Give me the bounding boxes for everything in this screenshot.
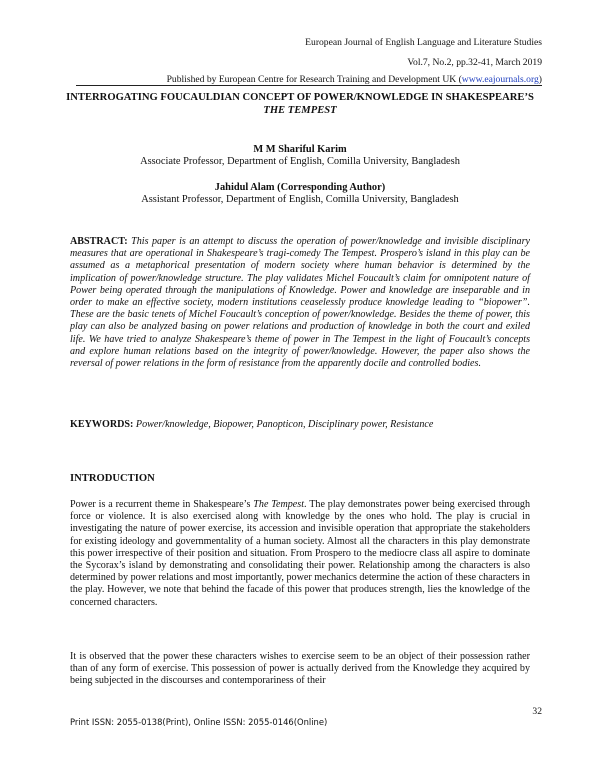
publisher-suffix: ): [538, 74, 542, 85]
journal-website-link[interactable]: www.eajournals.org: [461, 74, 539, 85]
keywords: [70, 419, 530, 430]
play-title: The Tempest: [253, 499, 305, 510]
paragraph-text: Power is a recurrent theme in Shakespeare’s: [70, 499, 251, 510]
paper-title: [60, 91, 540, 117]
author-affiliation: Associate Professor, Department of English, Comilla University, Bangladesh: [140, 156, 460, 167]
title-main: INTERROGATING FOUCAULDIAN CONCEPT OF POWER/KNOWLEDGE IN SHAKESPEARE’S: [66, 92, 534, 103]
header-rule: [76, 85, 542, 86]
title-italic: THE TEMPEST: [263, 105, 337, 116]
author-block: [60, 182, 540, 206]
paragraph-text: . The play demonstrates power being exercised through force or violence. It is also exercised along with knowledge by the ones who hold. The play is crucial in investigating the nature of power exercise, its accession and invisible operation that appropriate the stakeholders for existing ideology and governmentality of a human society. Almost all the characters in this play demonstrate this power irrespective of their position and situation. From Prospero to the mediocre class all aspire to dominate the Sycorax’s island by demonstrating and consolidating their power. Relationship among the characters is also determined by power relations and most importantly, power mechanics determine the action of these characters in the play. However, we note that behind the facade of this power that produces strength, lies the knowledge of the concerned characters.: [70, 499, 530, 608]
author-name: M M Shariful Karim: [253, 144, 347, 155]
abstract: [70, 236, 530, 370]
publisher-prefix: Published by European Centre for Research Training and Development UK (: [166, 74, 462, 85]
section-heading: INTRODUCTION: [70, 473, 155, 484]
author-block: [60, 144, 540, 168]
author-affiliation: Assistant Professor, Department of English, Comilla University, Bangladesh: [141, 194, 459, 205]
body-paragraph: It is observed that the power these characters wishes to exercise seem to be an object of their possession rather than of any form of exercise. This possession of power is actually derived from the Knowledge they acquired by being subjected in the discourses and contemporariness of their: [70, 651, 530, 687]
page-number: 32: [532, 706, 542, 717]
journal-name: European Journal of English Language and Literature Studies: [305, 37, 542, 48]
keywords-label: KEYWORDS:: [70, 419, 134, 430]
abstract-label: ABSTRACT:: [70, 236, 128, 247]
footer-issn: Print ISSN: 2055-0138(Print), Online ISSN: 2055-0146(Online): [70, 717, 328, 727]
keywords-list: Power/knowledge, Biopower, Panopticon, Disciplinary power, Resistance: [135, 419, 434, 430]
author-name: Jahidul Alam (Corresponding Author): [214, 182, 386, 193]
volume-info: Vol.7, No.2, pp.32-41, March 2019: [407, 57, 542, 68]
publisher-line: [167, 74, 542, 85]
body-paragraph: [70, 499, 530, 609]
abstract-text: This paper is an attempt to discuss the operation of power/knowledge and invisible disciplinary measures that are operational in Shakespeare’s tragi-comedy The Tempest. Prospero’s island in this play can be assumed as a metaphorical presentation of modern society where human behavior is determined by the implication of power/knowledge structure. The play validates Michel Foucault’s claim for omnipotent nature of Power being operated through the manipulations of Knowledge. Power and knowledge are inseparable and in order to make an effective society, modern institutions ceaselessly produce knowledge leading to “biopower”. These are the basic tenets of Michel Foucault’s conception of power/knowledge. Besides the theme of power, this play can also be analyzed basing on power relations and production of knowledge in both the court and exiled life. We have tried to analyze Shakespeare’s theme of power in The Tempest in the light of Foucault’s concepts and explore human relations based on the integrity of power/knowledge. However, the paper also shows the reversal of power relations in the form of resistance from the apparently docile and controlled bodies.: [70, 236, 530, 370]
